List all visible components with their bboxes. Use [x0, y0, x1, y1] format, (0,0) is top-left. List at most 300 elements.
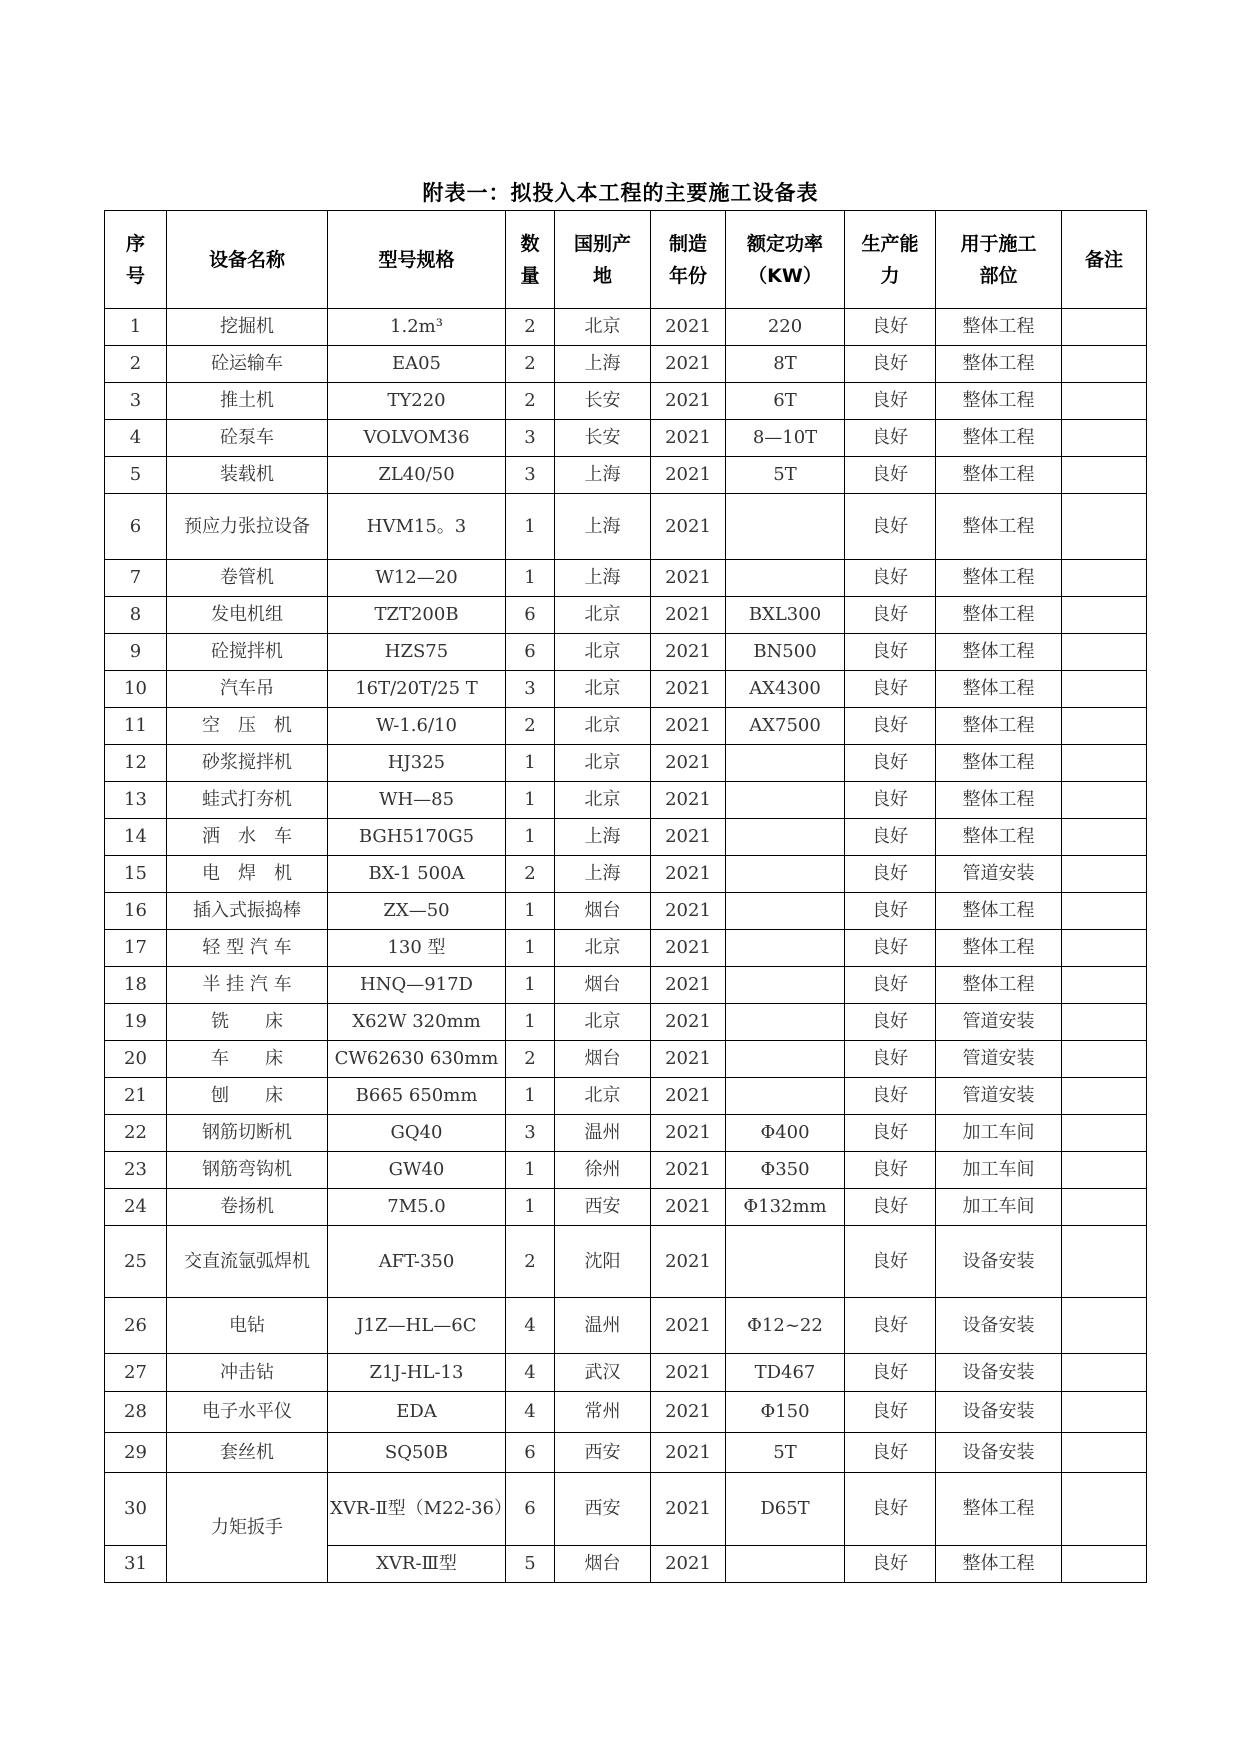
cell-equipment-name: 发电机组	[167, 597, 328, 634]
cell-year: 2021	[651, 420, 726, 457]
table-row	[105, 745, 1147, 782]
cell-number: 26	[105, 1298, 167, 1354]
table-row	[105, 1354, 1147, 1392]
cell-usage: 整体工程	[936, 420, 1062, 457]
cell-power	[726, 782, 845, 819]
table-row	[105, 856, 1147, 893]
cell-equipment-name: 装载机	[167, 457, 328, 494]
cell-year: 2021	[651, 782, 726, 819]
cell-capacity: 良好	[845, 967, 936, 1004]
cell-capacity: 良好	[845, 1189, 936, 1226]
cell-quantity: 3	[506, 1115, 555, 1152]
cell-usage: 整体工程	[936, 309, 1062, 346]
header-label: 序号	[126, 232, 146, 287]
cell-equipment-name: 卷扬机	[167, 1189, 328, 1226]
cell-equipment-name: 插入式振捣棒	[167, 893, 328, 930]
cell-equipment-name: 空 压 机	[167, 708, 328, 745]
header-col-power	[726, 211, 845, 309]
cell-remark	[1062, 1152, 1147, 1189]
table-row	[105, 420, 1147, 457]
header-label: 用于施工部位	[960, 232, 1037, 287]
cell-origin: 北京	[555, 708, 651, 745]
cell-equipment-name: 预应力张拉设备	[167, 494, 328, 560]
cell-year: 2021	[651, 1115, 726, 1152]
cell-usage: 整体工程	[936, 1546, 1062, 1583]
cell-capacity: 良好	[845, 1041, 936, 1078]
cell-origin: 上海	[555, 457, 651, 494]
cell-origin: 北京	[555, 1004, 651, 1041]
cell-usage: 整体工程	[936, 930, 1062, 967]
cell-remark	[1062, 1189, 1147, 1226]
cell-usage: 整体工程	[936, 634, 1062, 671]
cell-usage: 加工车间	[936, 1189, 1062, 1226]
page-title: 附表一：拟投入本工程的主要施工设备表	[422, 181, 819, 205]
cell-equipment-name: 力矩扳手	[167, 1473, 328, 1583]
cell-power	[726, 930, 845, 967]
cell-year: 2021	[651, 494, 726, 560]
cell-power: 220	[726, 309, 845, 346]
cell-quantity: 3	[506, 457, 555, 494]
cell-power: TD467	[726, 1354, 845, 1392]
cell-power	[726, 745, 845, 782]
cell-remark	[1062, 671, 1147, 708]
cell-year: 2021	[651, 819, 726, 856]
cell-power	[726, 819, 845, 856]
cell-model: ZL40/50	[328, 457, 506, 494]
cell-usage: 设备安装	[936, 1354, 1062, 1392]
cell-power: Φ150	[726, 1392, 845, 1433]
cell-capacity: 良好	[845, 893, 936, 930]
cell-number: 1	[105, 309, 167, 346]
table-row	[105, 1004, 1147, 1041]
cell-power	[726, 1078, 845, 1115]
cell-origin: 常州	[555, 1392, 651, 1433]
cell-year: 2021	[651, 457, 726, 494]
cell-number: 27	[105, 1354, 167, 1392]
cell-quantity: 1	[506, 930, 555, 967]
cell-usage: 整体工程	[936, 819, 1062, 856]
cell-year: 2021	[651, 1226, 726, 1298]
table-row	[105, 671, 1147, 708]
cell-model: EDA	[328, 1392, 506, 1433]
cell-remark	[1062, 1115, 1147, 1152]
cell-equipment-name: 轻 型 汽 车	[167, 930, 328, 967]
cell-number: 30	[105, 1473, 167, 1546]
cell-remark	[1062, 1041, 1147, 1078]
cell-model: W-1.6/10	[328, 708, 506, 745]
cell-power: Φ12~22	[726, 1298, 845, 1354]
cell-capacity: 良好	[845, 383, 936, 420]
cell-usage: 加工车间	[936, 1152, 1062, 1189]
cell-origin: 北京	[555, 634, 651, 671]
cell-origin: 西安	[555, 1473, 651, 1546]
cell-model: HNQ—917D	[328, 967, 506, 1004]
cell-quantity: 1	[506, 893, 555, 930]
header-col-equipment-name	[167, 211, 328, 309]
cell-remark	[1062, 708, 1147, 745]
cell-remark	[1062, 1433, 1147, 1473]
cell-model: W12—20	[328, 560, 506, 597]
cell-number: 20	[105, 1041, 167, 1078]
cell-power: 8—10T	[726, 420, 845, 457]
cell-remark	[1062, 1078, 1147, 1115]
cell-usage: 整体工程	[936, 494, 1062, 560]
cell-year: 2021	[651, 708, 726, 745]
cell-number: 12	[105, 745, 167, 782]
cell-power	[726, 1546, 845, 1583]
cell-capacity: 良好	[845, 745, 936, 782]
header-label: 额定功率（KW）	[747, 232, 824, 287]
cell-year: 2021	[651, 1152, 726, 1189]
header-col-model	[328, 211, 506, 309]
cell-model: 130 型	[328, 930, 506, 967]
cell-power	[726, 494, 845, 560]
cell-capacity: 良好	[845, 1354, 936, 1392]
cell-year: 2021	[651, 597, 726, 634]
cell-origin: 烟台	[555, 967, 651, 1004]
cell-model: GQ40	[328, 1115, 506, 1152]
cell-quantity: 5	[506, 1546, 555, 1583]
header-label: 数量	[520, 232, 540, 287]
table-row	[105, 930, 1147, 967]
cell-capacity: 良好	[845, 309, 936, 346]
header-label: 生产能力	[861, 232, 919, 287]
cell-origin: 北京	[555, 1078, 651, 1115]
cell-remark	[1062, 634, 1147, 671]
table-row	[105, 634, 1147, 671]
cell-quantity: 1	[506, 967, 555, 1004]
cell-capacity: 良好	[845, 494, 936, 560]
cell-model: EA05	[328, 346, 506, 383]
cell-usage: 整体工程	[936, 782, 1062, 819]
cell-equipment-name: 蛙式打夯机	[167, 782, 328, 819]
cell-number: 6	[105, 494, 167, 560]
cell-power: BN500	[726, 634, 845, 671]
cell-origin: 北京	[555, 309, 651, 346]
cell-remark	[1062, 346, 1147, 383]
cell-origin: 上海	[555, 494, 651, 560]
cell-equipment-name: 刨 床	[167, 1078, 328, 1115]
cell-equipment-name: 铣 床	[167, 1004, 328, 1041]
cell-quantity: 4	[506, 1392, 555, 1433]
cell-remark	[1062, 1473, 1147, 1546]
cell-power: D65T	[726, 1473, 845, 1546]
cell-remark	[1062, 383, 1147, 420]
table-row	[105, 560, 1147, 597]
cell-origin: 北京	[555, 597, 651, 634]
cell-equipment-name: 砼运输车	[167, 346, 328, 383]
cell-origin: 上海	[555, 560, 651, 597]
cell-quantity: 1	[506, 560, 555, 597]
cell-power	[726, 856, 845, 893]
cell-year: 2021	[651, 967, 726, 1004]
cell-quantity: 1	[506, 1189, 555, 1226]
cell-number: 24	[105, 1189, 167, 1226]
cell-number: 10	[105, 671, 167, 708]
cell-year: 2021	[651, 1392, 726, 1433]
cell-origin: 北京	[555, 930, 651, 967]
cell-model: X62W 320mm	[328, 1004, 506, 1041]
table-row	[105, 1152, 1147, 1189]
cell-power: 5T	[726, 1433, 845, 1473]
cell-number: 31	[105, 1546, 167, 1583]
cell-year: 2021	[651, 1004, 726, 1041]
cell-origin: 徐州	[555, 1152, 651, 1189]
cell-usage: 管道安装	[936, 1004, 1062, 1041]
cell-capacity: 良好	[845, 1115, 936, 1152]
cell-number: 16	[105, 893, 167, 930]
cell-remark	[1062, 967, 1147, 1004]
cell-number: 22	[105, 1115, 167, 1152]
cell-remark	[1062, 1354, 1147, 1392]
cell-power: 8T	[726, 346, 845, 383]
cell-quantity: 2	[506, 309, 555, 346]
cell-model: 1.2m³	[328, 309, 506, 346]
cell-usage: 整体工程	[936, 671, 1062, 708]
cell-remark	[1062, 856, 1147, 893]
header-col-usage	[936, 211, 1062, 309]
table-row	[105, 893, 1147, 930]
cell-usage: 整体工程	[936, 560, 1062, 597]
cell-year: 2021	[651, 1078, 726, 1115]
cell-number: 25	[105, 1226, 167, 1298]
equipment-table	[104, 210, 1147, 1583]
cell-model: CW62630 630mm	[328, 1041, 506, 1078]
cell-quantity: 1	[506, 819, 555, 856]
cell-year: 2021	[651, 634, 726, 671]
cell-quantity: 4	[506, 1354, 555, 1392]
cell-capacity: 良好	[845, 1226, 936, 1298]
cell-capacity: 良好	[845, 1546, 936, 1583]
cell-quantity: 1	[506, 1078, 555, 1115]
cell-year: 2021	[651, 1354, 726, 1392]
cell-capacity: 良好	[845, 1298, 936, 1354]
cell-number: 5	[105, 457, 167, 494]
table-row	[105, 1189, 1147, 1226]
cell-equipment-name: 电子水平仪	[167, 1392, 328, 1433]
cell-remark	[1062, 457, 1147, 494]
cell-capacity: 良好	[845, 671, 936, 708]
cell-origin: 长安	[555, 420, 651, 457]
cell-capacity: 良好	[845, 560, 936, 597]
cell-model: HVM15。3	[328, 494, 506, 560]
cell-year: 2021	[651, 309, 726, 346]
cell-origin: 西安	[555, 1433, 651, 1473]
cell-number: 23	[105, 1152, 167, 1189]
cell-year: 2021	[651, 1473, 726, 1546]
cell-origin: 武汉	[555, 1354, 651, 1392]
header-col-capacity	[845, 211, 936, 309]
cell-number: 2	[105, 346, 167, 383]
cell-power	[726, 967, 845, 1004]
cell-year: 2021	[651, 893, 726, 930]
cell-capacity: 良好	[845, 782, 936, 819]
cell-model: TY220	[328, 383, 506, 420]
cell-origin: 上海	[555, 346, 651, 383]
cell-number: 9	[105, 634, 167, 671]
cell-power	[726, 560, 845, 597]
cell-capacity: 良好	[845, 1078, 936, 1115]
cell-equipment-name: 汽车吊	[167, 671, 328, 708]
cell-remark	[1062, 893, 1147, 930]
table-row	[105, 309, 1147, 346]
header-label: 国别产地	[574, 232, 632, 287]
cell-power	[726, 893, 845, 930]
cell-usage: 设备安装	[936, 1226, 1062, 1298]
cell-capacity: 良好	[845, 708, 936, 745]
header-col-origin	[555, 211, 651, 309]
cell-model: Z1J-HL-13	[328, 1354, 506, 1392]
cell-equipment-name: 交直流氩弧焊机	[167, 1226, 328, 1298]
cell-capacity: 良好	[845, 1004, 936, 1041]
table-row	[105, 708, 1147, 745]
cell-power	[726, 1004, 845, 1041]
cell-quantity: 1	[506, 1004, 555, 1041]
header-label: 型号规格	[378, 248, 455, 271]
cell-usage: 整体工程	[936, 346, 1062, 383]
cell-power	[726, 1226, 845, 1298]
cell-model: GW40	[328, 1152, 506, 1189]
cell-origin: 温州	[555, 1298, 651, 1354]
cell-usage: 整体工程	[936, 745, 1062, 782]
table-row	[105, 494, 1147, 560]
cell-capacity: 良好	[845, 819, 936, 856]
cell-remark	[1062, 930, 1147, 967]
cell-remark	[1062, 1298, 1147, 1354]
cell-origin: 烟台	[555, 893, 651, 930]
cell-power: BXL300	[726, 597, 845, 634]
cell-usage: 设备安装	[936, 1392, 1062, 1433]
cell-capacity: 良好	[845, 420, 936, 457]
cell-model: HJ325	[328, 745, 506, 782]
cell-model: 7M5.0	[328, 1189, 506, 1226]
cell-quantity: 1	[506, 782, 555, 819]
cell-usage: 加工车间	[936, 1115, 1062, 1152]
cell-model: J1Z—HL—6C	[328, 1298, 506, 1354]
cell-equipment-name: 半 挂 汽 车	[167, 967, 328, 1004]
cell-usage: 整体工程	[936, 893, 1062, 930]
cell-year: 2021	[651, 745, 726, 782]
cell-remark	[1062, 420, 1147, 457]
table-row	[105, 457, 1147, 494]
cell-model: AFT-350	[328, 1226, 506, 1298]
cell-remark	[1062, 1392, 1147, 1433]
cell-model: TZT200B	[328, 597, 506, 634]
cell-quantity: 3	[506, 671, 555, 708]
cell-year: 2021	[651, 671, 726, 708]
cell-usage: 整体工程	[936, 597, 1062, 634]
cell-remark	[1062, 309, 1147, 346]
cell-origin: 温州	[555, 1115, 651, 1152]
cell-remark	[1062, 494, 1147, 560]
cell-quantity: 1	[506, 745, 555, 782]
cell-power: 6T	[726, 383, 845, 420]
cell-quantity: 6	[506, 634, 555, 671]
cell-quantity: 2	[506, 346, 555, 383]
cell-equipment-name: 车 床	[167, 1041, 328, 1078]
cell-origin: 长安	[555, 383, 651, 420]
cell-model: HZS75	[328, 634, 506, 671]
cell-model: WH—85	[328, 782, 506, 819]
cell-remark	[1062, 597, 1147, 634]
cell-number: 18	[105, 967, 167, 1004]
cell-remark	[1062, 560, 1147, 597]
cell-equipment-name: 电钻	[167, 1298, 328, 1354]
cell-quantity: 4	[506, 1298, 555, 1354]
cell-capacity: 良好	[845, 1473, 936, 1546]
cell-quantity: 2	[506, 1041, 555, 1078]
cell-quantity: 3	[506, 420, 555, 457]
cell-quantity: 1	[506, 494, 555, 560]
cell-usage: 管道安装	[936, 856, 1062, 893]
cell-equipment-name: 冲击钻	[167, 1354, 328, 1392]
cell-year: 2021	[651, 560, 726, 597]
cell-power: 5T	[726, 457, 845, 494]
cell-power: Φ400	[726, 1115, 845, 1152]
cell-year: 2021	[651, 1041, 726, 1078]
table-row	[105, 1473, 1147, 1546]
cell-number: 21	[105, 1078, 167, 1115]
cell-number: 8	[105, 597, 167, 634]
header-label: 设备名称	[209, 248, 286, 271]
cell-power	[726, 1041, 845, 1078]
cell-equipment-name: 电 焊 机	[167, 856, 328, 893]
cell-model: BX-1 500A	[328, 856, 506, 893]
cell-power: Φ132mm	[726, 1189, 845, 1226]
cell-year: 2021	[651, 346, 726, 383]
table-row	[105, 346, 1147, 383]
cell-remark	[1062, 1004, 1147, 1041]
cell-number: 7	[105, 560, 167, 597]
cell-year: 2021	[651, 1298, 726, 1354]
cell-number: 11	[105, 708, 167, 745]
cell-equipment-name: 推土机	[167, 383, 328, 420]
cell-origin: 西安	[555, 1189, 651, 1226]
table-row	[105, 597, 1147, 634]
cell-capacity: 良好	[845, 597, 936, 634]
cell-quantity: 2	[506, 856, 555, 893]
cell-remark	[1062, 819, 1147, 856]
table-row	[105, 1226, 1147, 1298]
cell-number: 3	[105, 383, 167, 420]
cell-remark	[1062, 1226, 1147, 1298]
cell-power: AX7500	[726, 708, 845, 745]
cell-usage: 整体工程	[936, 708, 1062, 745]
table-row	[105, 1433, 1147, 1473]
table-row	[105, 1298, 1147, 1354]
cell-number: 15	[105, 856, 167, 893]
cell-usage: 管道安装	[936, 1041, 1062, 1078]
cell-origin: 烟台	[555, 1546, 651, 1583]
header-row	[105, 211, 1147, 309]
cell-usage: 整体工程	[936, 457, 1062, 494]
cell-origin: 上海	[555, 819, 651, 856]
cell-capacity: 良好	[845, 856, 936, 893]
cell-model: 16T/20T/25 T	[328, 671, 506, 708]
cell-year: 2021	[651, 383, 726, 420]
cell-origin: 北京	[555, 782, 651, 819]
cell-equipment-name: 砼搅拌机	[167, 634, 328, 671]
cell-number: 29	[105, 1433, 167, 1473]
table-row	[105, 1041, 1147, 1078]
cell-capacity: 良好	[845, 930, 936, 967]
cell-quantity: 6	[506, 1473, 555, 1546]
cell-quantity: 2	[506, 383, 555, 420]
header-col-remark	[1062, 211, 1147, 309]
cell-number: 19	[105, 1004, 167, 1041]
cell-remark	[1062, 1546, 1147, 1583]
cell-capacity: 良好	[845, 1433, 936, 1473]
